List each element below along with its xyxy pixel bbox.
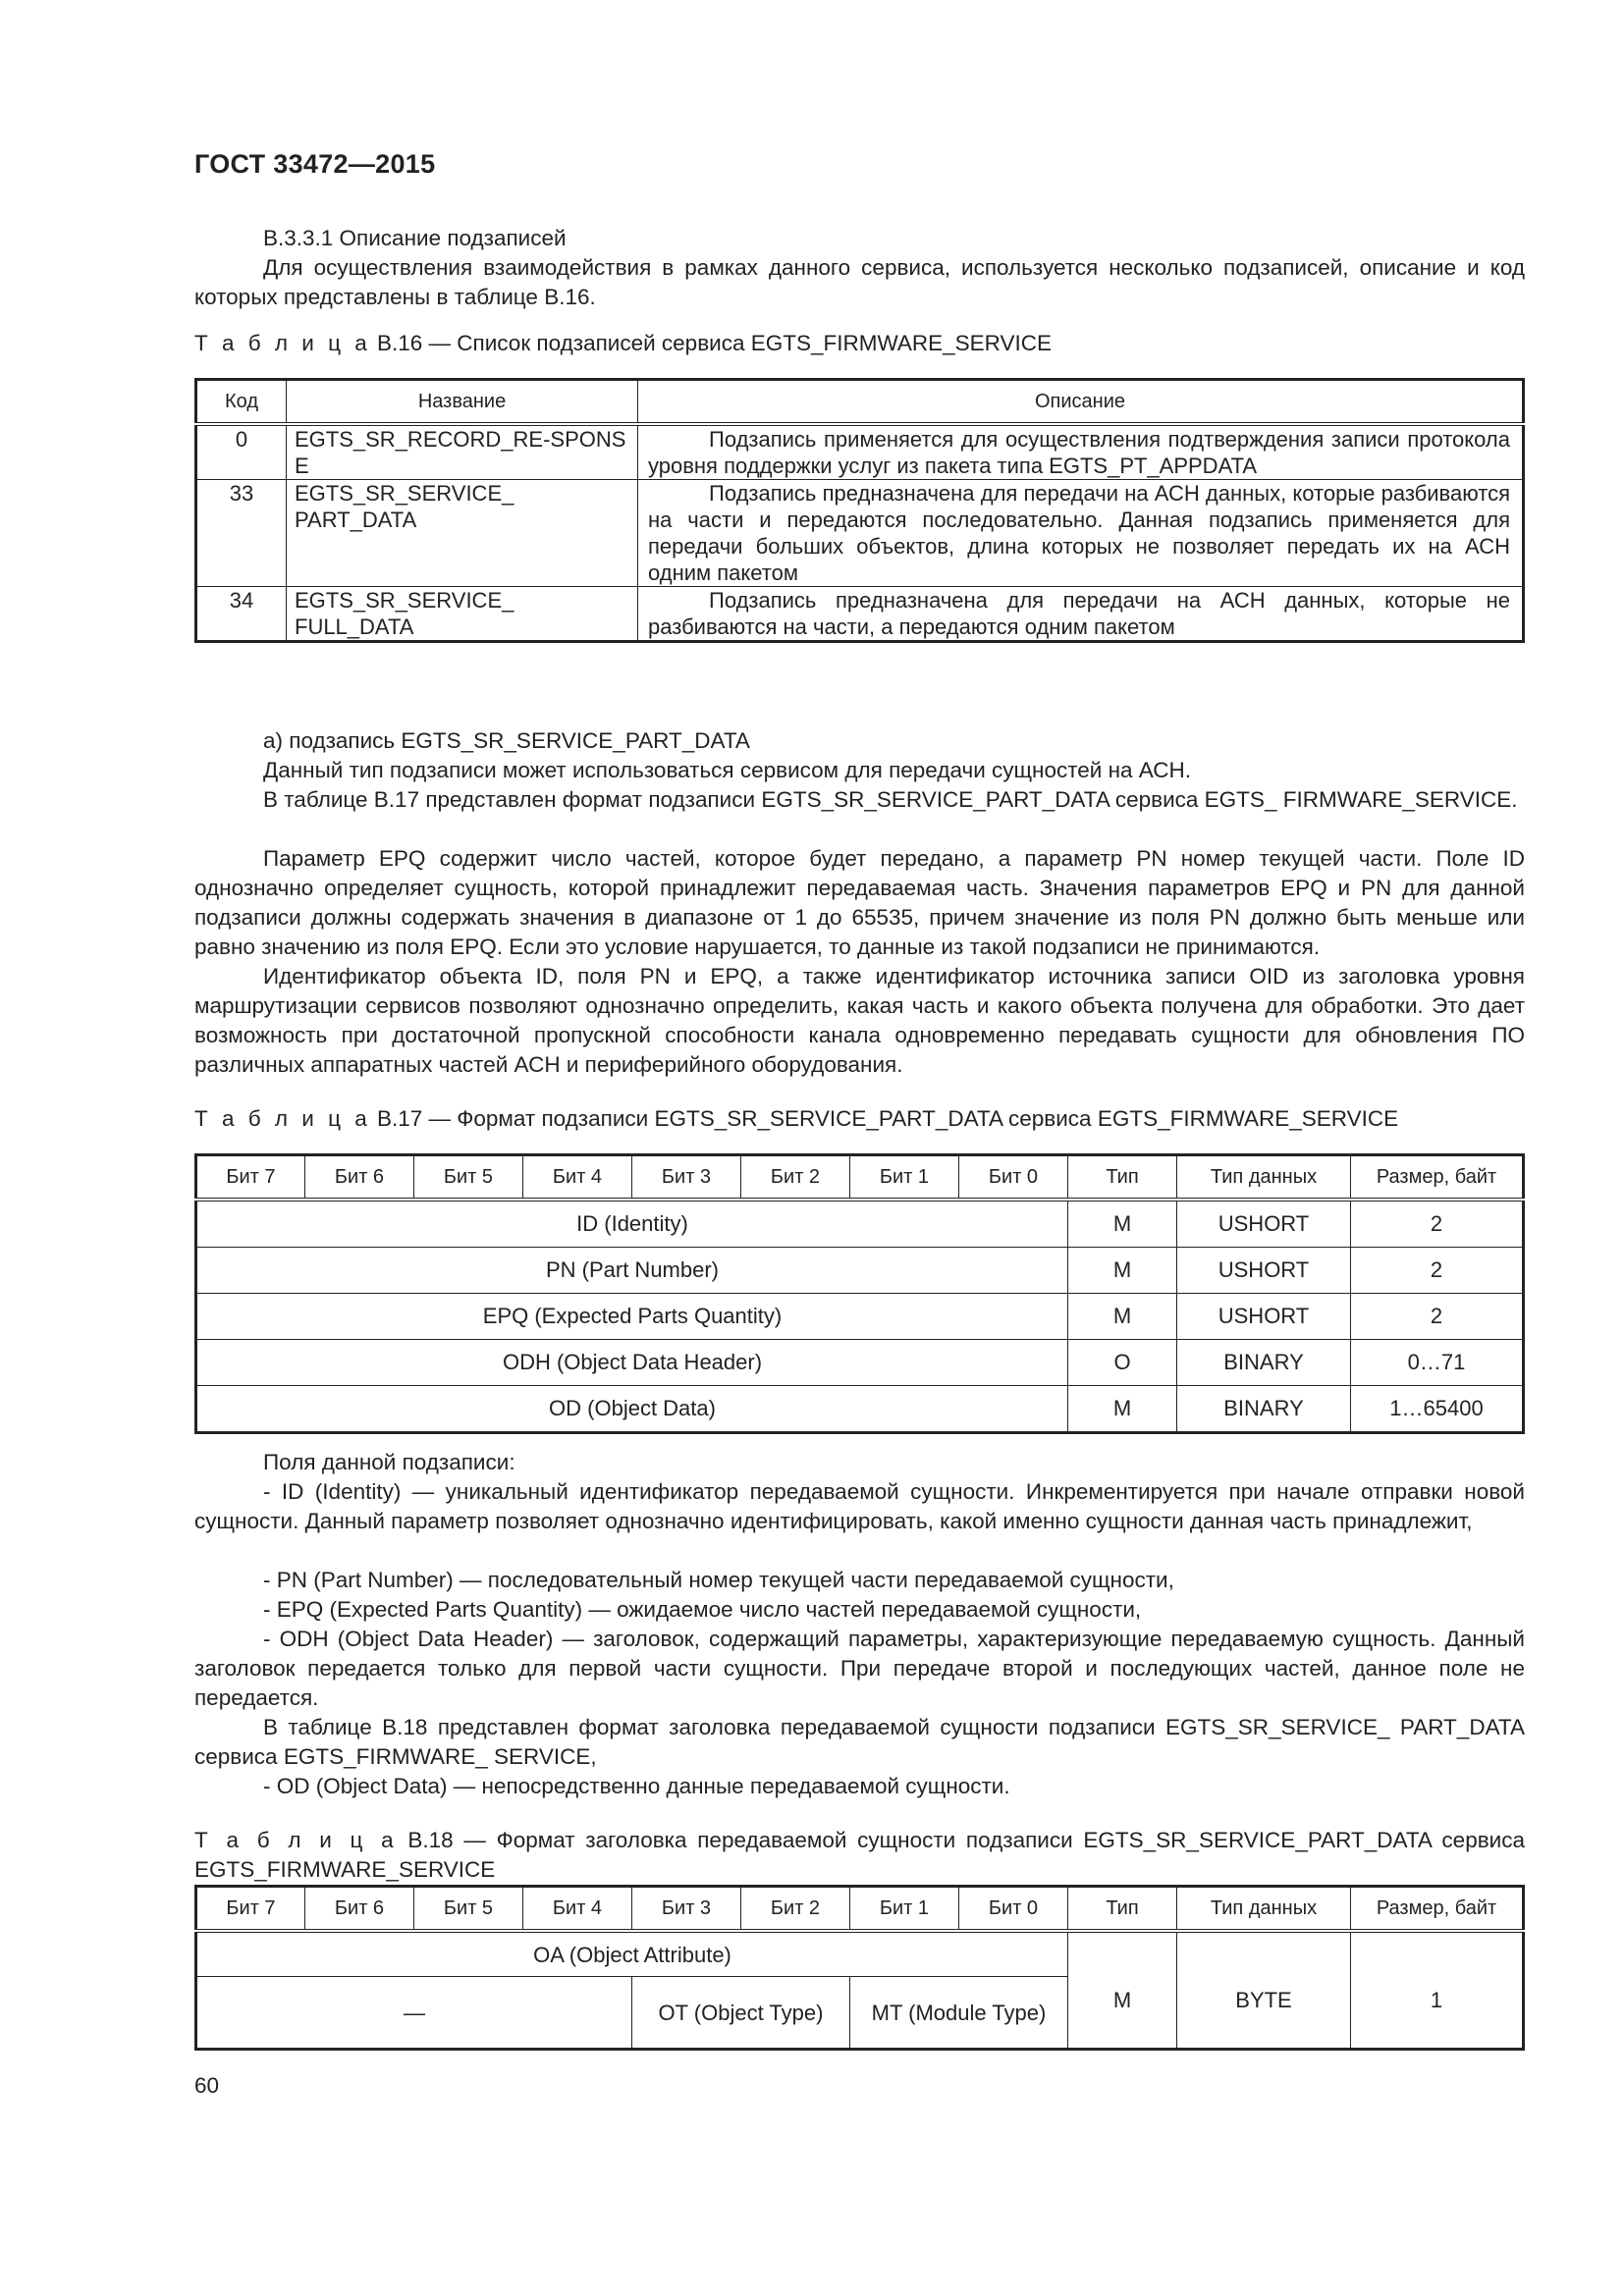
table17-caption: Т а б л и ц а В.17 — Формат подзаписи EGTS_SR_SERVICE_PART_DATA сервиса EGTS_FIRMWARE_SERVICE xyxy=(194,1106,1399,1131)
fields-intro: Поля данной подзаписи: xyxy=(263,1450,515,1474)
field-epq-desc: - EPQ (Expected Parts Quantity) — ожидаемое число частей передаваемой сущности, xyxy=(263,1597,1142,1622)
table-row: ODH (Object Data Header) O BINARY 0…71 xyxy=(196,1340,1524,1386)
page-number: 60 xyxy=(194,2073,220,2098)
standard-header: ГОСТ 33472—2015 xyxy=(194,149,436,179)
part-a-p3: Параметр EPQ содержит число частей, которое будет передано, а параметр PN номер текущей части. Поле ID однозначно определяет сущность, которой принадлежит передаваемая часть. Значения параметров EPQ и PN для данной подзаписи должны содержать значения в диапазоне от 1 до 65535, причем значение из поля PN должно быть меньше или равно значению из поля EPQ. Если это условие нарушается, то данные из такой подзаписи не принимаются. xyxy=(194,846,1525,959)
part-a-p1: Данный тип подзаписи может использоваться сервисом для передачи сущностей на АСН. xyxy=(263,758,1192,782)
table-b17: Бит 7 Бит 6 Бит 5 Бит 4 Бит 3 Бит 2 Бит 1 Бит 0 Тип Тип данных Размер, байт ID (Identity) M USHORT 2 PN (Part Number) M USHORT 2 EPQ (Expected Parts Quantity) M USHORT 2 ODH (Object Data Header) O BINARY 0…71 OD (Object Data) M BINARY 1…65400 xyxy=(194,1153,1525,1434)
field-odh-desc: - ODH (Object Data Header) — заголовок, содержащий параметры, характеризующие передаваемую сущность. Данный заголовок передается только для первой части сущности. При передаче второй и последующих частей, данное поле не передается. xyxy=(194,1627,1525,1710)
table-row: ID (Identity) M USHORT 2 xyxy=(196,1200,1524,1248)
table18-caption: Т а б л и ц а В.18 — Формат заголовка передаваемой сущности подзаписи EGTS_SR_SERVICE_PART_DATA сервиса EGTS_FIRMWARE_SERVICE xyxy=(194,1828,1525,1882)
table18-reference: В таблице В.18 представлен формат заголовка передаваемой сущности подзаписи EGTS_SR_SERVICE_ PART_DATA сервиса EGTS_FIRMWARE_ SERVICE, xyxy=(194,1715,1525,1769)
table-row: OD (Object Data) M BINARY 1…65400 xyxy=(196,1386,1524,1433)
oa-field: OA (Object Attribute) xyxy=(196,1931,1068,1977)
reserved-bits: — xyxy=(196,1977,632,2050)
section-intro: Для осуществления взаимодействия в рамках данного сервиса, используется несколько подзаписей, описание и код которых представлены в таблице В.16. xyxy=(194,255,1525,309)
field-pn-desc: - PN (Part Number) — последовательный номер текущей части передаваемой сущности, xyxy=(263,1568,1174,1592)
table-row: 34 EGTS_SR_SERVICE_ FULL_DATA Подзапись предназначена для передачи на АСН данных, которые не разбиваются на части, а передаются одним пакетом xyxy=(196,587,1524,642)
col-header-description: Описание xyxy=(638,380,1524,425)
part-a-p4: Идентификатор объекта ID, поля PN и EPQ, а также идентификатор источника записи OID из заголовка уровня маршрутизации сервисов позволяют однозначно определить, какая часть и какого объекта получена для обработки. Это дает возможность при достаточной пропускной способности канала одновременно передавать сущности для обновления ПО различных аппаратных частей АСН и периферийного оборудования. xyxy=(194,964,1525,1077)
field-od-desc: - OD (Object Data) — непосредственно данные передаваемой сущности. xyxy=(263,1774,1010,1798)
part-a-p2: В таблице В.17 представлен формат подзаписи EGTS_SR_SERVICE_PART_DATA сервиса EGTS_ FIRMWARE_SERVICE. xyxy=(263,787,1518,812)
table-row: EPQ (Expected Parts Quantity) M USHORT 2 xyxy=(196,1294,1524,1340)
section-heading: В.3.3.1 Описание подзаписей xyxy=(263,226,567,250)
mt-field: MT (Module Type) xyxy=(850,1977,1068,2050)
table-row: 0 EGTS_SR_RECORD_RE-SPONSE Подзапись применяется для осуществления подтверждения записи протокола уровня поддержки услуг из пакета типа EGTS_PT_APPDATA xyxy=(196,424,1524,480)
table16-caption: Т а б л и ц а В.16 — Список подзаписей сервиса EGTS_FIRMWARE_SERVICE xyxy=(194,331,1053,355)
field-id-desc: - ID (Identity) — уникальный идентификатор передаваемой сущности. Инкрементируется при начале отправки новой сущности. Данный параметр позволяет однозначно идентифицировать, какой именно сущности данная часть принадлежит, xyxy=(194,1479,1525,1533)
ot-field: OT (Object Type) xyxy=(632,1977,850,2050)
part-a-title: а) подзапись EGTS_SR_SERVICE_PART_DATA xyxy=(263,728,750,753)
table-b18: Бит 7 Бит 6 Бит 5 Бит 4 Бит 3 Бит 2 Бит 1 Бит 0 Тип Тип данных Размер, байт OA (Object Attribute) M BYTE 1 — OT (Object Type) MT (Module Type) xyxy=(194,1885,1525,2051)
table-row: OA (Object Attribute) M BYTE 1 xyxy=(196,1931,1524,1977)
table-row: PN (Part Number) M USHORT 2 xyxy=(196,1248,1524,1294)
table-b16 xyxy=(194,378,1525,643)
col-header-name: Название xyxy=(287,380,638,425)
table-row: 33 EGTS_SR_SERVICE_ PART_DATA Подзапись предназначена для передачи на АСН данных, которые разбиваются на части и передаются последовательно. Данная подзапись применяется для передачи больших объектов, длина которых не позволяет передать их на АСН одним пакетом xyxy=(196,480,1524,587)
col-header-code: Код xyxy=(196,380,287,425)
